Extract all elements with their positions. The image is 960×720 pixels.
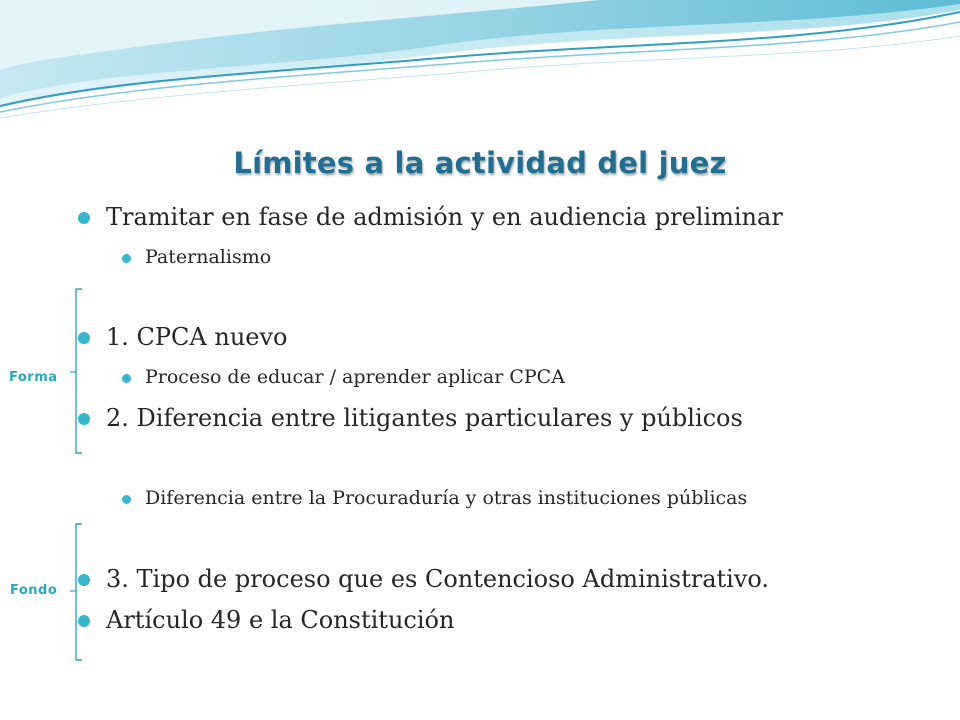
bullet-text: Tramitar en fase de admisión y en audiencia preliminar [106,203,783,231]
sub-bullet-text: Paternalismo [145,246,272,268]
sub-bullet-text: Proceso de educar / aprender aplicar CPCA [145,366,565,388]
sub-bullet-item [145,246,271,268]
sub-bullet-dot-icon [122,374,131,383]
bullet-item [106,404,743,432]
sub-bullet-item [145,366,565,388]
sub-bullet-item [145,487,747,509]
bullet-item [106,565,769,593]
forma-bracket [70,288,84,454]
bullet-text: Artículo 49 e la Constitución [106,606,455,634]
bullet-text: 2. Diferencia entre litigantes particulares y públicos [106,404,743,432]
slide-title: Límites a la actividad del juez [233,146,727,180]
bullet-item [106,203,783,231]
forma-label: Forma [9,370,58,385]
sub-bullet-dot-icon [122,254,131,263]
bullet-dot-icon [78,212,90,224]
header-wave-decoration [0,0,960,130]
fondo-label: Fondo [10,583,58,598]
bullet-item [106,606,454,634]
bullet-item [106,323,288,351]
bullet-text: 3. Tipo de proceso que es Contencioso Administrativo. [106,565,770,593]
sub-bullet-text: Diferencia entre la Procuraduría y otras instituciones públicas [145,487,748,509]
sub-bullet-dot-icon [122,495,131,504]
fondo-bracket [70,523,84,661]
bullet-text: 1. CPCA nuevo [106,323,288,351]
